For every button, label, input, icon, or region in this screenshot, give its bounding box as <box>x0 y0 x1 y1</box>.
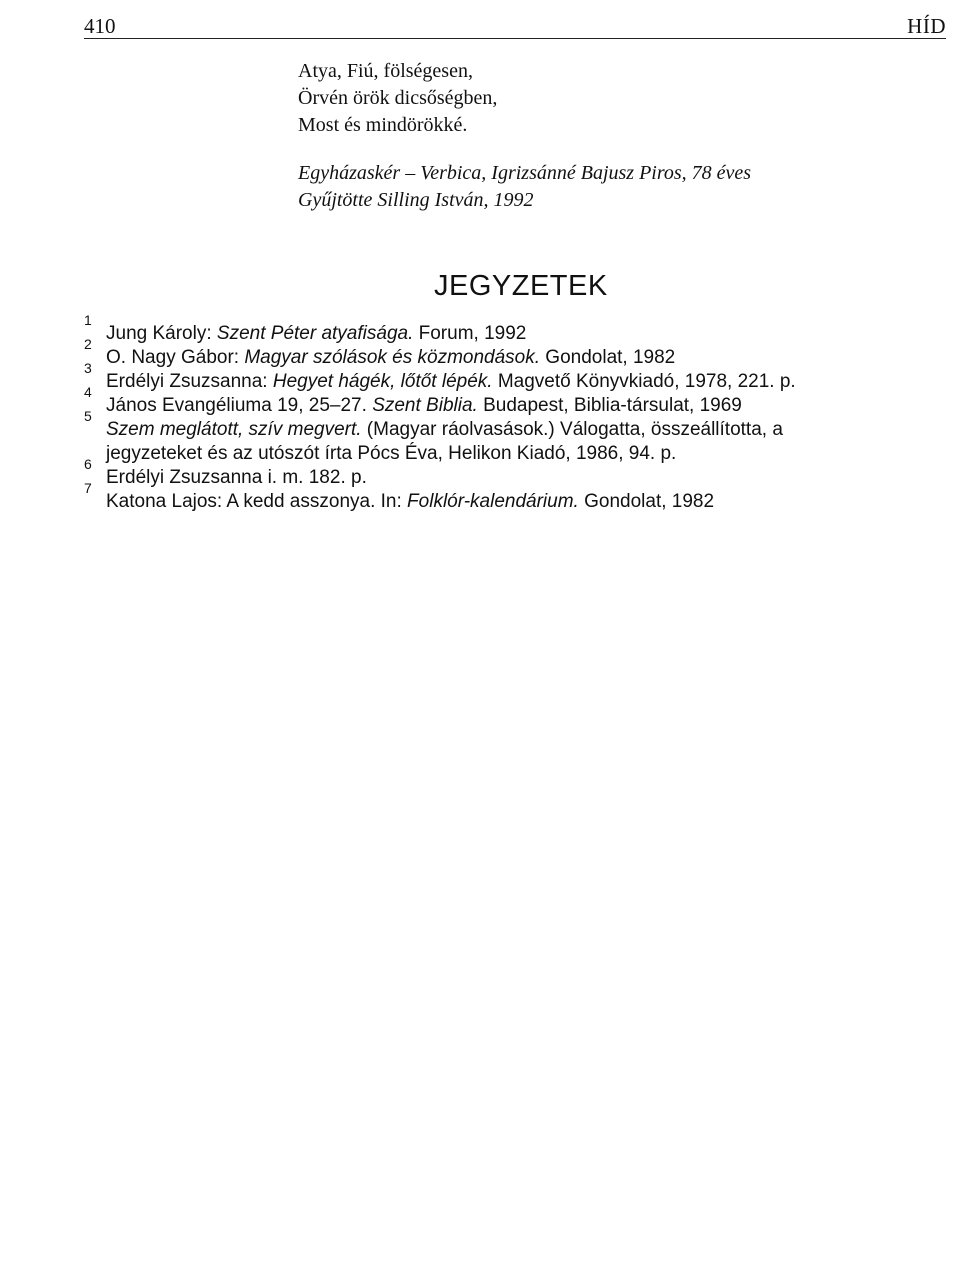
note-item <box>84 336 904 370</box>
note-item <box>84 384 904 418</box>
note-text: O. Nagy Gábor: Magyar szólások és közmondások. Gondolat, 1982 <box>106 347 676 368</box>
note-text: Erdélyi Zsuzsanna i. m. 182. p. <box>106 467 367 488</box>
note-item <box>84 456 904 490</box>
note-number: 1 <box>84 312 92 328</box>
note-number: 7 <box>84 480 92 496</box>
notes-heading: JEGYZETEK <box>434 270 608 302</box>
note-number: 5 <box>84 408 92 424</box>
page-number: 410 <box>84 14 116 38</box>
poem-line: Atya, Fiú, fölségesen, <box>298 60 473 82</box>
notes-list <box>84 312 904 514</box>
source-line: Gyűjtötte Silling István, 1992 <box>298 189 534 211</box>
note-number: 3 <box>84 360 92 376</box>
note-text: Jung Károly: Szent Péter atyafisága. Forum, 1992 <box>106 323 527 344</box>
note-text: Erdélyi Zsuzsanna: Hegyet hágék, lőtőt lépék. Magvető Könyvkiadó, 1978, 221. p. <box>106 371 796 392</box>
note-item <box>84 360 904 394</box>
journal-name: HÍD <box>907 14 946 38</box>
note-item <box>84 480 904 514</box>
poem-line: Most és mindörökké. <box>298 114 468 136</box>
note-text: Szem meglátott, szív megvert. (Magyar ráolvasások.) Válogatta, összeállította, a <box>106 419 783 440</box>
note-text: János Evangéliuma 19, 25–27. Szent Biblia. Budapest, Biblia-társulat, 1969 <box>106 395 742 416</box>
note-item-continuation <box>84 442 904 466</box>
note-number: 2 <box>84 336 92 352</box>
poem-excerpt <box>298 58 497 139</box>
note-number: 6 <box>84 456 92 472</box>
page-header <box>84 6 946 39</box>
note-text: Katona Lajos: A kedd asszonya. In: Folklór-kalendárium. Gondolat, 1982 <box>106 491 715 512</box>
note-item <box>84 408 904 442</box>
note-number: 4 <box>84 384 92 400</box>
note-item <box>84 312 904 346</box>
source-line: Egyházaskér – Verbica, Igrizsánné Bajusz Piros, 78 éves <box>298 162 752 184</box>
note-text: jegyzeteket és az utószót írta Pócs Éva, Helikon Kiadó, 1986, 94. p. <box>106 443 677 464</box>
poem-source <box>298 160 751 214</box>
poem-line: Örvén örök dicsőségben, <box>298 87 498 109</box>
